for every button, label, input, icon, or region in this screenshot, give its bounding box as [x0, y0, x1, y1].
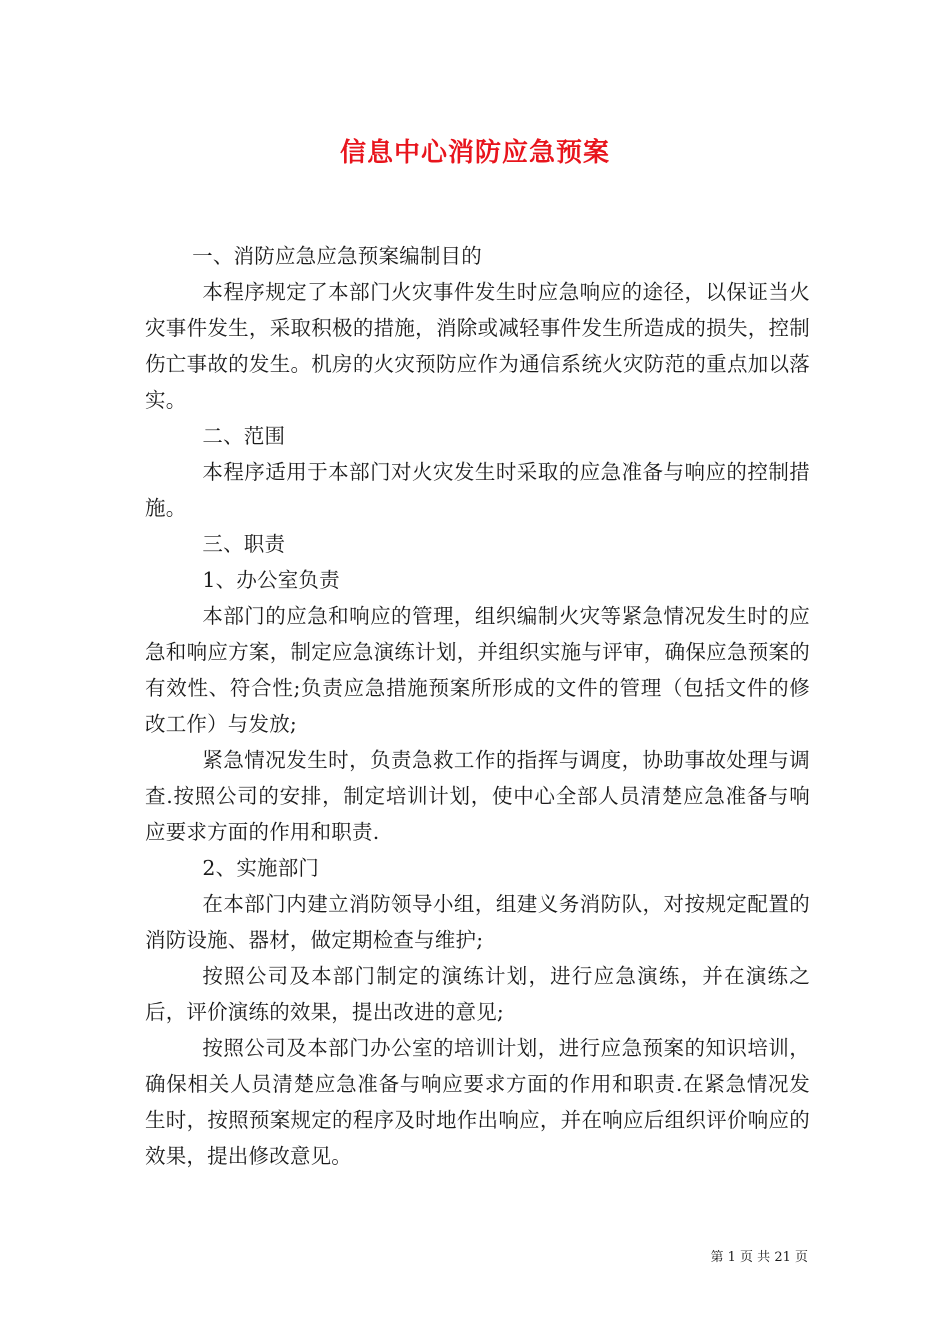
subheading-office: 1、办公室负责	[202, 568, 340, 592]
paragraph-drills: 按照公司及本部门制定的演练计划，进行应急演练，并在演练之后，评价演练的效果，提出改进的意见;	[145, 964, 810, 1024]
paragraph-emergency-command: 紧急情况发生时，负责急救工作的指挥与调度，协助事故处理与调查.按照公司的安排，制定培训计划，使中心全部人员清楚应急准备与响应要求方面的作用和职责.	[145, 748, 810, 844]
paragraph-scope: 本程序适用于本部门对火灾发生时采取的应急准备与响应的控制措施。	[145, 460, 810, 520]
document-body	[145, 238, 810, 1174]
section-heading-scope: 二、范围	[202, 424, 286, 448]
document-title: 信息中心消防应急预案	[339, 138, 610, 168]
section-heading-duties: 三、职责	[202, 532, 286, 556]
paragraph-office-duties: 本部门的应急和响应的管理，组织编制火灾等紧急情况发生时的应急和响应方案，制定应急演练计划，并组织实施与评审，确保应急预案的有效性、符合性;负责应急措施预案所形成的文件的管理（包括文件的修改工作）与发放;	[145, 604, 810, 736]
paragraph-training: 按照公司及本部门办公室的培训计划，进行应急预案的知识培训，确保相关人员清楚应急准备与响应要求方面的作用和职责.在紧急情况发生时，按照预案规定的程序及时地作出响应，并在响应后组织评价响应的效果，提出修改意见。	[145, 1036, 810, 1168]
paragraph-fire-team: 在本部门内建立消防领导小组，组建义务消防队，对按规定配置的消防设施、器材，做定期检查与维护;	[145, 892, 810, 952]
page-number: 第 1 页 共 21 页	[710, 1250, 808, 1265]
section-heading-purpose: 一、消防应急应急预案编制目的	[192, 244, 482, 268]
paragraph-purpose: 本程序规定了本部门火灾事件发生时应急响应的途径，以保证当火灾事件发生，采取积极的措施，消除或减轻事件发生所造成的损失，控制伤亡事故的发生。机房的火灾预防应作为通信系统火灾防范的重点加以落实。	[145, 280, 810, 412]
subheading-implementing-dept: 2、实施部门	[202, 856, 320, 880]
